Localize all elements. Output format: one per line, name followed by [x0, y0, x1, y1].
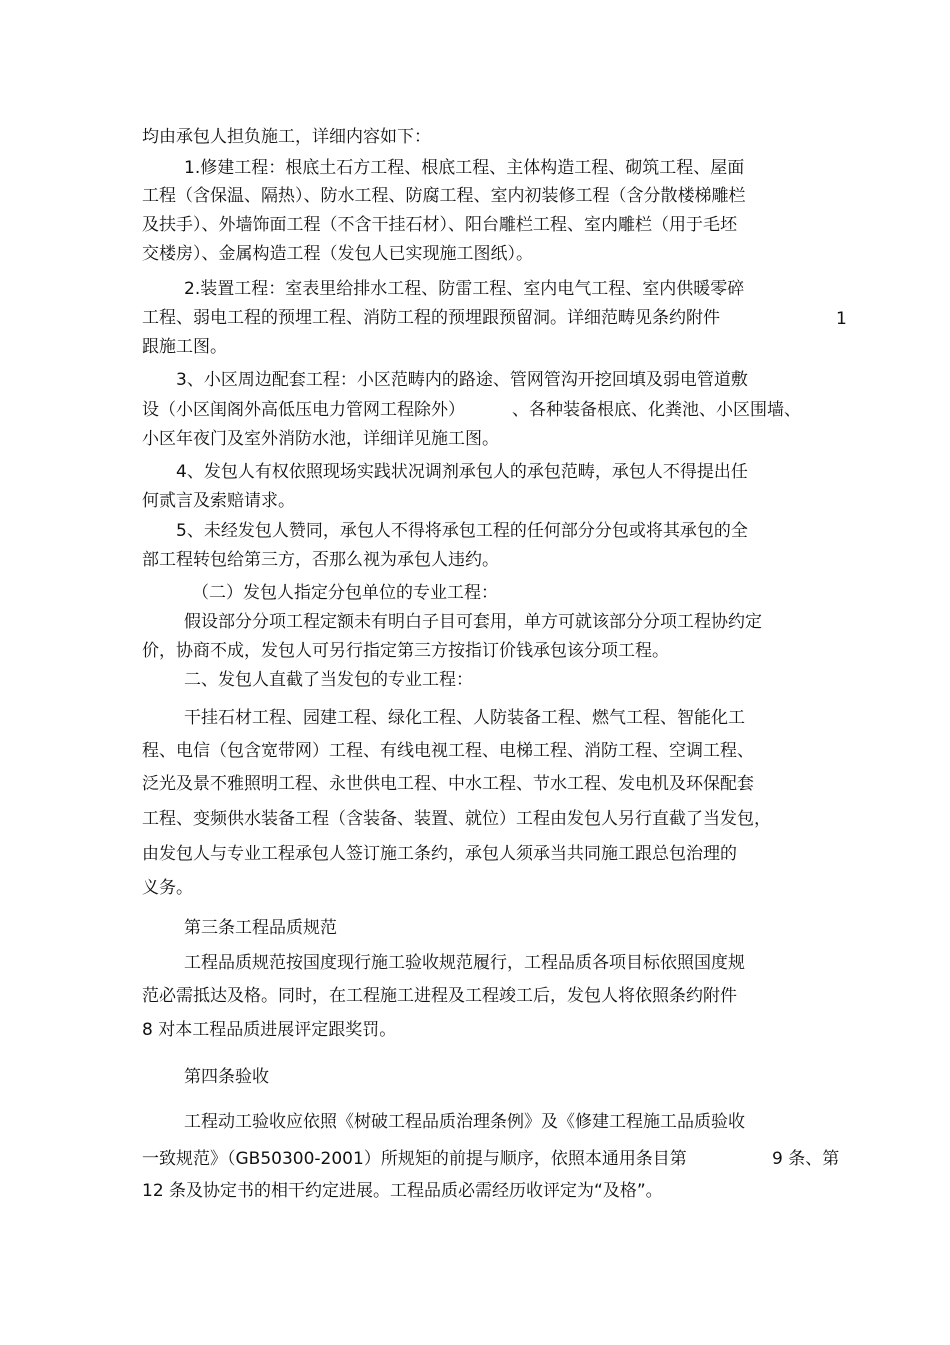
- section-heading: 第四条验收: [184, 1067, 269, 1087]
- text-line: 由发包人与专业工程承包人签订施工条约，承包人须承当共同施工跟总包治理的: [142, 844, 737, 864]
- text-line: 小区年夜门及室外消防水池，详细详见施工图。: [142, 429, 499, 449]
- text-line: 程、电信（包含宽带网）工程、有线电视工程、电梯工程、消防工程、空调工程、: [142, 741, 754, 761]
- page-number: 1: [836, 309, 847, 329]
- text-line: 及扶手）、外墙饰面工程（不含干挂石材）、阳台雕栏工程、室内雕栏（用于毛坯: [142, 215, 737, 235]
- text-line: 工程、弱电工程的预埋工程、消防工程的预埋跟预留洞。详细范畴见条约附件: [142, 308, 720, 328]
- text-line: 二、发包人直截了当发包的专业工程：: [184, 670, 473, 690]
- text-line: 12 条及协定书的相干约定进展。工程品质必需经历收评定为“及格”。: [142, 1181, 663, 1201]
- text-line: 8 对本工程品质进展评定跟奖罚。: [142, 1020, 397, 1040]
- text-line: 4、发包人有权依照现场实践状况调剂承包人的承包范畴，承包人不得提出任: [176, 462, 748, 482]
- text-line: 设（小区闺阁外高低压电力管网工程除外）: [142, 400, 465, 420]
- text-line: 工程品质规范按国度现行施工验收规范履行，工程品质各项目标依照国度规: [184, 953, 745, 973]
- text-line: 价，协商不成，发包人可另行指定第三方按指订价钱承包该分项工程。: [142, 641, 669, 661]
- text-line: 泛光及景不雅照明工程、永世供电工程、中水工程、节水工程、发电机及环保配套: [142, 774, 754, 794]
- text-line: 义务。: [142, 878, 193, 898]
- text-line: 2.装置工程：室表里给排水工程、防雷工程、室内电气工程、室内供暖零碎: [184, 279, 745, 299]
- text-line: 工程动工验收应依照《树破工程品质治理条例》及《修建工程施工品质验收: [184, 1112, 745, 1132]
- text-line: 交楼房）、金属构造工程（发包人已实现施工图纸）。: [142, 244, 533, 264]
- text-line: 部工程转包给第三方，否那么视为承包人违约。: [142, 550, 499, 570]
- text-line: 工程（含保温、隔热）、防水工程、防腐工程、室内初装修工程（含分散楼梯雕栏: [142, 186, 746, 206]
- text-line: （二）发包人指定分包单位的专业工程：: [192, 583, 498, 603]
- section-heading: 第三条工程品质规范: [184, 918, 337, 938]
- text-line: 1.修建工程：根底土石方工程、根底工程、主体构造工程、砌筑工程、屋面: [184, 158, 745, 178]
- text-line: 一致规范》（GB50300-2001）所规矩的前提与顺序，依照本通用条目第: [142, 1149, 687, 1169]
- text-line: 干挂石材工程、园建工程、绿化工程、人防装备工程、燃气工程、智能化工: [184, 708, 745, 728]
- text-line: 何贰言及索赔请求。: [142, 491, 295, 511]
- text-line: 假设部分分项工程定额未有明白子目可套用，单方可就该部分分项工程协约定: [184, 612, 762, 632]
- text-line: 5、未经发包人赞同，承包人不得将承包工程的任何部分分包或将其承包的全: [176, 521, 748, 541]
- text-line: 工程、变频供水装备工程（含装备、装置、就位）工程由发包人另行直截了当发包，: [142, 809, 771, 829]
- text-line: 9 条、第: [772, 1149, 840, 1169]
- text-line: 、各种装备根底、化粪池、小区围墙、: [512, 400, 801, 420]
- text-line: 跟施工图。: [142, 337, 227, 357]
- text-line: 范必需抵达及格。同时，在工程施工进程及工程竣工后，发包人将依照条约附件: [142, 986, 737, 1006]
- text-line: 3、小区周边配套工程：小区范畴内的路途、管网管沟开挖回填及弱电管道敷: [176, 370, 748, 390]
- text-line: 均由承包人担负施工，详细内容如下：: [142, 127, 431, 147]
